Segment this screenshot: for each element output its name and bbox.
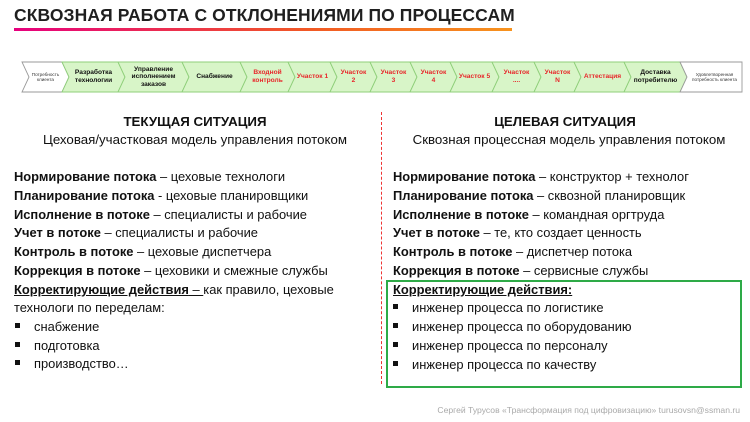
left-bullet-item bbox=[15, 337, 100, 354]
left-row bbox=[14, 243, 271, 260]
right-row bbox=[393, 243, 632, 260]
left-row-text: – специалисты и рабочие bbox=[149, 206, 307, 222]
left-row bbox=[14, 168, 285, 185]
column-divider bbox=[381, 112, 382, 384]
left-bullet-text: производство… bbox=[34, 356, 129, 371]
left-row-text: - цеховые планировщики bbox=[154, 187, 309, 203]
chain-step-label: Участок 2 bbox=[340, 69, 367, 84]
bullet-square-icon bbox=[393, 304, 398, 309]
right-row-text: – командная оргтруда bbox=[528, 206, 665, 222]
left-corrective-dash: – bbox=[188, 282, 204, 297]
right-row-text: – те, кто создает ценность bbox=[479, 225, 642, 241]
right-row bbox=[393, 168, 689, 185]
left-row-text: – цеховые диспетчера bbox=[133, 244, 272, 260]
left-row-term: Контроль в потоке bbox=[14, 244, 134, 260]
left-corrective-text-2: технологи по переделам: bbox=[14, 300, 165, 315]
right-row-term: Планирование потока bbox=[393, 187, 534, 203]
right-heading: ЦЕЛЕВАЯ СИТУАЦИЯ bbox=[494, 114, 636, 129]
right-row-text: – сквозной планировщик bbox=[533, 187, 686, 203]
left-subheading: Цеховая/участковая модель управления потоком bbox=[42, 132, 347, 147]
chain-step-label: Разработка технологии bbox=[74, 69, 113, 84]
bullet-square-icon bbox=[393, 342, 398, 347]
process-chain bbox=[0, 0, 750, 100]
right-row bbox=[393, 224, 642, 241]
chain-step-label: Участок 1 bbox=[296, 73, 329, 81]
right-bullet-item bbox=[393, 356, 596, 373]
right-row-text: – конструктор + технолог bbox=[535, 169, 689, 184]
left-row-term: Исполнение в потоке bbox=[14, 206, 150, 222]
right-bullet-text: инженер процесса по логистике bbox=[412, 300, 604, 315]
left-row-term: Коррекция в потоке bbox=[14, 263, 141, 278]
chain-step-label: Участок 4 bbox=[420, 69, 447, 84]
right-row-term: Исполнение в потоке bbox=[393, 206, 529, 222]
bullet-square-icon bbox=[15, 360, 20, 365]
left-corrective-text-1: как правило, цеховые bbox=[203, 282, 334, 297]
right-bullet-item bbox=[393, 318, 632, 335]
left-row-text: – цеховые технологи bbox=[156, 169, 286, 184]
left-row bbox=[14, 206, 307, 223]
right-row-term: Нормирование потока bbox=[393, 169, 536, 184]
right-row-text: – диспетчер потока bbox=[512, 244, 633, 260]
left-row-term: Планирование потока bbox=[14, 187, 155, 203]
right-bullet-item bbox=[393, 337, 608, 354]
chain-step-label: Снабжение bbox=[196, 73, 233, 81]
right-row-text: – сервисные службы bbox=[519, 263, 649, 278]
left-row bbox=[14, 187, 308, 204]
right-row bbox=[393, 206, 664, 223]
right-subheading: Сквозная процессная модель управления потоком bbox=[412, 132, 726, 147]
left-row bbox=[14, 224, 258, 241]
footer-credit: Сергей Турусов «Трансформация под цифровизацию» turusovsn@ssman.ru bbox=[437, 405, 740, 415]
left-row-term: Нормирование потока bbox=[14, 169, 157, 184]
left-bullet-text: подготовка bbox=[34, 337, 100, 353]
right-bullet-text: инженер процесса по качеству bbox=[412, 357, 597, 372]
left-corrective bbox=[14, 281, 334, 298]
bullet-square-icon bbox=[393, 361, 398, 366]
chain-step-label: Удовлетворенная потребность клиента bbox=[692, 71, 737, 82]
bullet-square-icon bbox=[393, 323, 398, 328]
right-row-term: Коррекция в потоке bbox=[393, 263, 520, 278]
bullet-square-icon bbox=[15, 323, 20, 328]
chain-step-label: Участок .... bbox=[503, 69, 530, 84]
bullet-square-icon bbox=[15, 342, 20, 347]
chain-step-label: Аттестация bbox=[583, 73, 622, 81]
chain-step-label: Участок 3 bbox=[380, 69, 407, 84]
left-row-term: Учет в потоке bbox=[14, 225, 101, 241]
page-title: СКВОЗНАЯ РАБОТА С ОТКЛОНЕНИЯМИ ПО ПРОЦЕССАМ bbox=[14, 5, 515, 25]
left-row-text: – цеховики и смежные службы bbox=[140, 263, 328, 278]
right-corrective bbox=[393, 281, 572, 298]
left-bullet-item bbox=[15, 355, 129, 372]
right-bullet-text: инженер процесса по персоналу bbox=[412, 338, 608, 353]
right-row bbox=[393, 262, 648, 279]
left-bullet-item bbox=[15, 318, 99, 335]
left-row-text: – специалисты и рабочие bbox=[100, 225, 258, 241]
right-bullet-item bbox=[393, 299, 604, 316]
right-row bbox=[393, 187, 685, 204]
chain-step-label: Входной контроль bbox=[252, 69, 283, 84]
left-bullet-text: снабжение bbox=[34, 319, 100, 334]
left-row bbox=[14, 262, 328, 279]
chain-step-label: Участок N bbox=[544, 69, 571, 84]
left-corrective-term: Корректирующие действия bbox=[14, 282, 189, 297]
right-row-term: Контроль в потоке bbox=[393, 244, 513, 260]
right-bullet-text: инженер процесса по оборудованию bbox=[412, 319, 632, 334]
chain-step-label: Управление исполнением заказов bbox=[131, 65, 176, 88]
right-row-term: Учет в потоке bbox=[393, 225, 480, 241]
chain-step-label: Участок 5 bbox=[458, 73, 491, 81]
chain-step-label: Доставка потребителю bbox=[633, 69, 678, 84]
right-corrective-term: Корректирующие действия: bbox=[393, 282, 573, 297]
left-heading: ТЕКУЩАЯ СИТУАЦИЯ bbox=[123, 114, 267, 129]
chain-step-label: Потребность клиента bbox=[31, 71, 60, 82]
